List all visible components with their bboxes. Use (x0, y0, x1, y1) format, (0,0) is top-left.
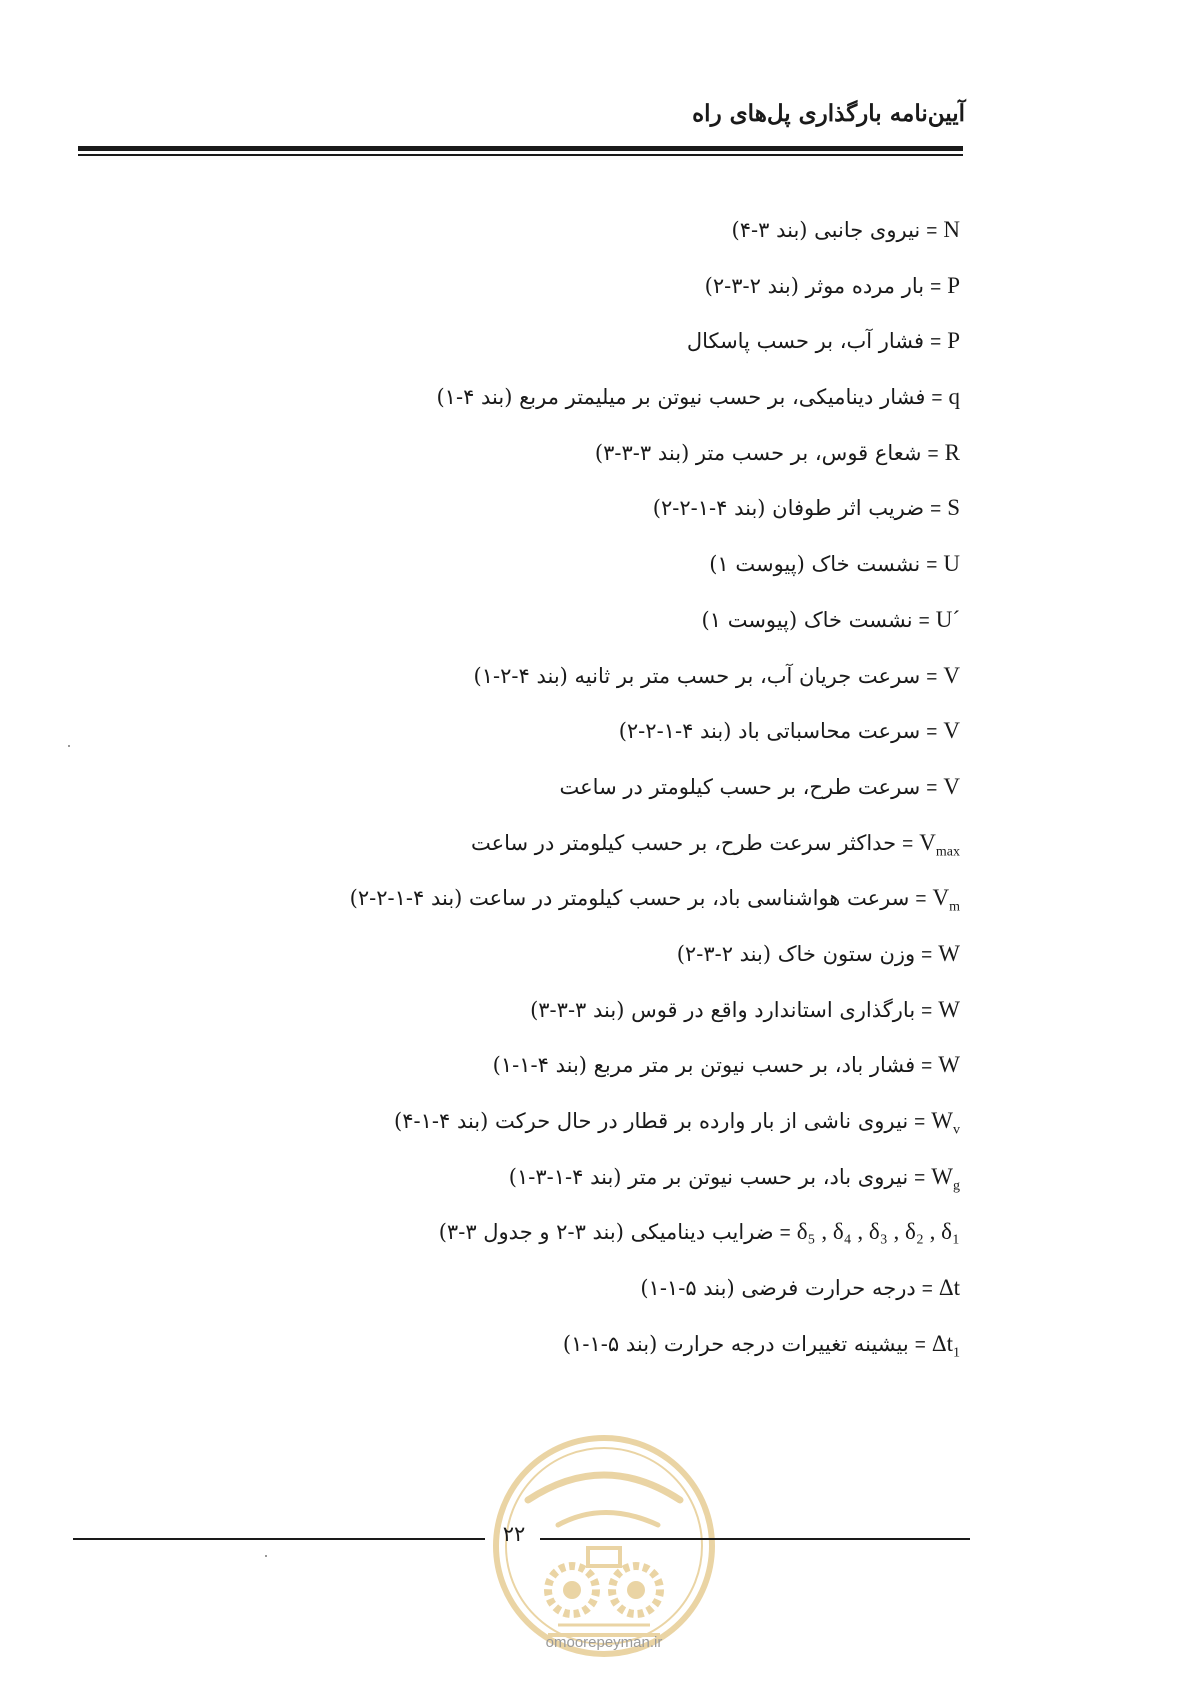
symbol-row (80, 878, 960, 934)
page-header-title: آیین‌نامه بارگذاری پل‌های راه (692, 100, 965, 127)
symbol-letter: V (943, 773, 960, 799)
symbol-description: ضرایب دینامیکی (بند ۳-۲ و جدول ۳-۳) (438, 1220, 774, 1245)
seal-caption: omoorepeyman.ir (545, 1634, 663, 1651)
symbol-letter: V (932, 885, 950, 911)
equals-sign: = (921, 1056, 933, 1078)
symbol-variable (949, 377, 961, 417)
symbol-letter: P (947, 272, 960, 298)
symbol-letter: W (931, 1163, 953, 1189)
symbol-variable (947, 321, 960, 361)
symbol-row (80, 656, 960, 712)
symbol-description: بارگذاری استاندارد واقع در قوس (بند ۳-۳-۳) (530, 997, 916, 1022)
equals-sign: = (921, 1000, 933, 1022)
symbol-row (80, 1157, 960, 1213)
symbol-letter: V (943, 662, 960, 688)
symbol-row (80, 1212, 960, 1268)
symbol-variable (947, 488, 960, 528)
symbol-variable (932, 1324, 960, 1374)
footer-rule-right (540, 1538, 970, 1540)
symbol-row (80, 377, 960, 433)
symbol-row (80, 990, 960, 1046)
symbol-letter: N (943, 217, 960, 242)
equals-sign: = (926, 722, 938, 744)
symbol-description: فشار باد، بر حسب نیوتن بر متر مربع (بند ۴-۱-۱) (492, 1053, 916, 1078)
symbol-description: نیروی جانبی (بند ۳-۴) (731, 218, 921, 242)
equals-sign: = (931, 388, 943, 410)
symbol-row (80, 823, 960, 879)
equals-sign: = (914, 1167, 926, 1189)
equals-sign: = (914, 1334, 926, 1356)
symbol-variable (943, 767, 960, 807)
equals-sign: = (918, 610, 930, 632)
symbol-description: نیروی ناشی از بار وارده بر قطار در حال حرکت (بند ۴-۱-۴) (394, 1109, 909, 1133)
symbol-row (80, 1268, 960, 1324)
equals-sign: = (914, 1112, 926, 1133)
symbol-description: نشست خاک (پیوست ۱) (701, 607, 913, 632)
symbol-variable (945, 433, 960, 473)
symbol-letter: W (931, 1108, 953, 1133)
equals-sign: = (930, 332, 942, 354)
symbol-variable (938, 990, 960, 1030)
symbol-description: نیروی باد، بر حسب نیوتن بر متر (بند ۴-۱-۳-۱) (508, 1164, 909, 1189)
symbol-variable (938, 1045, 960, 1085)
equals-sign: = (926, 777, 938, 799)
symbol-letter: P (947, 328, 960, 354)
symbol-description: ضریب اثر طوفان (بند ۴-۱-۲-۲) (652, 496, 925, 521)
symbol-letter: q (948, 384, 960, 410)
symbol-letter: δ₅ , δ₄ , δ₃ , δ₂ , δ₁ (796, 1219, 960, 1245)
header-rule-thin (78, 154, 963, 156)
equals-sign: = (779, 1223, 791, 1245)
symbol-row (80, 210, 960, 266)
watermark-seal (488, 1430, 720, 1662)
symbol-row (80, 321, 960, 377)
symbol-variable (931, 1101, 960, 1151)
symbol-letter: W (938, 996, 960, 1022)
symbol-row (80, 600, 960, 656)
equals-sign: = (921, 1279, 933, 1301)
symbol-subscript: max (935, 844, 960, 860)
symbol-letter: W (938, 940, 960, 966)
symbol-letter: V (919, 829, 936, 855)
symbol-row (80, 266, 960, 322)
symbol-row (80, 488, 960, 544)
symbol-description: وزن ستون خاک (بند ۲-۳-۲) (676, 941, 916, 966)
symbol-description: بار مرده موثر (بند ۲-۳-۲) (704, 273, 925, 298)
symbol-letter: S (947, 495, 960, 521)
equals-sign: = (930, 276, 942, 298)
equals-sign: = (927, 443, 939, 465)
header-rule-thick (78, 146, 963, 151)
symbol-variable (797, 1212, 960, 1252)
equals-sign: = (926, 666, 938, 688)
symbol-row (80, 1324, 960, 1380)
symbol-letter: W (938, 1052, 960, 1078)
symbol-variable (943, 544, 960, 584)
equals-sign: = (930, 499, 942, 521)
symbol-row (80, 711, 960, 767)
symbol-variable (943, 656, 960, 696)
symbol-variable (943, 711, 960, 751)
symbol-description: حداکثر سرعت طرح، بر حسب کیلومتر در ساعت (470, 830, 897, 855)
symbol-letter: R (944, 439, 960, 465)
symbol-description: فشار آب، بر حسب پاسکال (686, 329, 925, 354)
equals-sign: = (921, 944, 933, 966)
margin-mark (68, 745, 70, 747)
footer-rule-left (73, 1538, 485, 1540)
symbol-letter: Δt (931, 1330, 953, 1356)
symbol-row (80, 1045, 960, 1101)
symbol-description: سرعت هواشناسی باد، بر حسب کیلومتر در ساعت (بند ۴-۱-۲-۲) (349, 886, 910, 911)
symbol-description: سرعت طرح، بر حسب کیلومتر در ساعت (559, 774, 921, 799)
symbol-variable (931, 1157, 960, 1207)
symbol-row (80, 544, 960, 600)
symbol-subscript: v (953, 1122, 960, 1138)
symbol-letter: U´ (935, 606, 960, 632)
symbol-description: درجه حرارت فرضی (بند ۵-۱-۱) (640, 1276, 916, 1301)
symbol-variable (919, 823, 960, 873)
symbol-description: سرعت محاسباتی باد (بند ۴-۱-۲-۲) (618, 719, 921, 744)
symbol-description: سرعت جریان آب، بر حسب متر بر ثانیه (بند ۴-۲-۱) (473, 663, 921, 688)
equals-sign: = (915, 889, 927, 911)
symbol-variable (939, 1268, 960, 1308)
symbol-description: فشار دینامیکی، بر حسب نیوتن بر میلیمتر مربع (بند ۴-۱) (436, 385, 926, 410)
symbol-letter: Δt (938, 1275, 960, 1301)
symbol-variable (938, 934, 960, 974)
symbol-subscript: g (953, 1178, 960, 1194)
symbol-variable (936, 600, 960, 640)
symbol-row (80, 767, 960, 823)
symbol-list (80, 210, 960, 1379)
symbol-letter: U (943, 551, 960, 577)
symbol-description: نشست خاک (پیوست ۱) (709, 552, 921, 577)
symbol-variable (943, 210, 960, 250)
symbol-row (80, 1101, 960, 1157)
equals-sign: = (926, 555, 938, 577)
symbol-variable (932, 878, 960, 928)
seal-graphic (488, 1430, 720, 1662)
equals-sign: = (926, 221, 938, 242)
symbol-description: شعاع قوس، بر حسب متر (بند ۳-۳-۳) (594, 440, 922, 465)
symbol-subscript: m (949, 899, 960, 915)
symbol-row (80, 433, 960, 489)
symbol-subscript: 1 (953, 1345, 960, 1361)
symbol-description: بیشینه تغییرات درجه حرارت (بند ۵-۱-۱) (562, 1331, 909, 1356)
symbol-variable (947, 266, 960, 306)
equals-sign: = (902, 833, 914, 855)
margin-mark (265, 1555, 267, 1557)
symbol-letter: V (943, 718, 960, 744)
symbol-row (80, 934, 960, 990)
page-number: ۲۲ (502, 1522, 526, 1546)
